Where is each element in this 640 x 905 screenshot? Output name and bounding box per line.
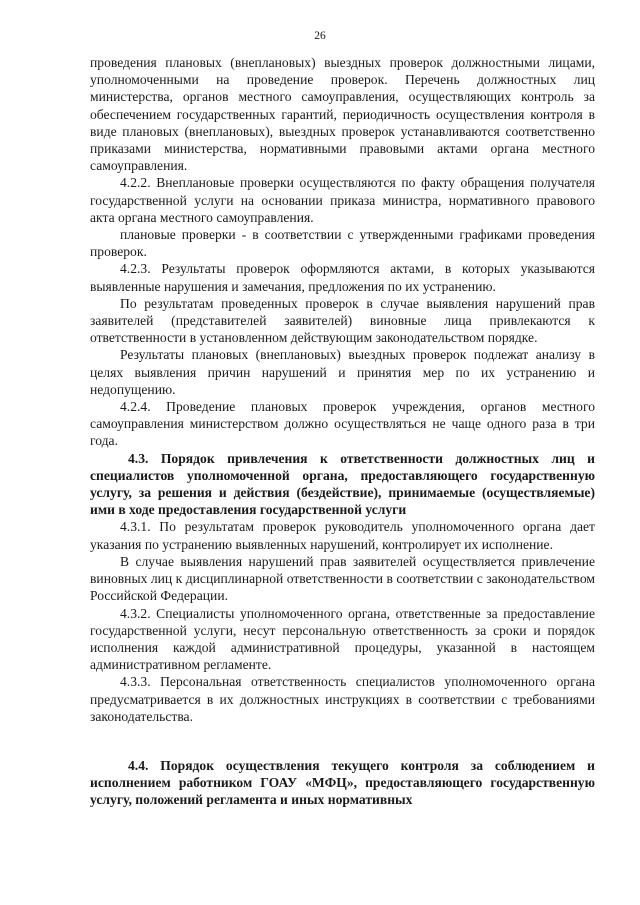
section-heading-4-3: 4.3. Порядок привлечения к ответственности должностных лиц и специалистов уполномоченной органа, предоставляющего государственную услугу, за решения и действия (бездействие), принимаемые (осуществляемые) ими в ходе предоставления государственной услуги <box>90 450 595 518</box>
document-body <box>90 54 595 809</box>
paragraph-4-3-3: 4.3.3. Персональная ответственность специалистов уполномоченного органа предусматривается в их должностных инструкциях в соответствии с требованиями законодательства. <box>90 674 595 724</box>
paragraph-inspection-continuation: проведения плановых (внеплановых) выездных проверок должностными лицами, уполномоченными на проведение проверок. Перечень должностных лиц министерства, органов местного самоуправления, осуществляющих контроль за обеспечением государственных гарантий, периодичность осуществления контроля в виде плановых (внеплановых), выездных проверок устанавливаются соответственно приказами министерства, нормативными правовыми актами органа местного самоуправления. <box>90 55 595 174</box>
paragraph-4-3-2: 4.3.2. Специалисты уполномоченного органа, ответственные за предоставление государственной услуги, несут персональную ответственность за сроки и порядок исполнения каждой административной процедуры, указанной в настоящем административном регламенте. <box>90 605 595 673</box>
section-heading-4-4: 4.4. Порядок осуществления текущего контроля за соблюдением и исполнением работником ГОАУ «МФЦ», предоставляющего государственную услугу, положений регламента и иных нормативных <box>90 757 595 808</box>
paragraph-liability-results: По результатам проведенных проверок в случае выявления нарушений прав заявителей (представителей заявителей) виновные лица привлекаются к ответственности в установленном действующим законодательством порядке. <box>90 295 595 346</box>
paragraph-disciplinary-liability: В случае выявления нарушений прав заявителей осуществляется привлечение виновных лиц к дисциплинарной ответственности в соответствии с законодательством Российской Федерации. <box>90 553 595 604</box>
paragraph-4-2-2: 4.2.2. Внеплановые проверки осуществляются по факту обращения получателя государственной услуги на основании приказа министра, нормативного правового акта органа местного самоуправления. <box>90 175 595 225</box>
paragraph-4-3-1: 4.3.1. По результатам проверок руководитель уполномоченного органа дает указания по устранению выявленных нарушений, контролирует их исполнение. <box>90 519 595 552</box>
page-number: 26 <box>314 30 326 42</box>
paragraph-4-2-4: 4.2.4. Проведение плановых проверок учреждения, органов местного самоуправления министерством должно осуществляться не чаще одного раза в три года. <box>90 399 595 449</box>
paragraph-planned-inspections: плановые проверки - в соответствии с утвержденными графиками проведения проверок. <box>90 227 595 260</box>
paragraph-results-analysis: Результаты плановых (внеплановых) выездных проверок подлежат анализу в целях выявления причин нарушений и принятия мер по их устранению и недопущению. <box>90 347 595 397</box>
paragraph-4-2-3: 4.2.3. Результаты проверок оформляются актами, в которых указываются выявленные нарушения и замечания, предложения по их устранению. <box>90 261 595 294</box>
